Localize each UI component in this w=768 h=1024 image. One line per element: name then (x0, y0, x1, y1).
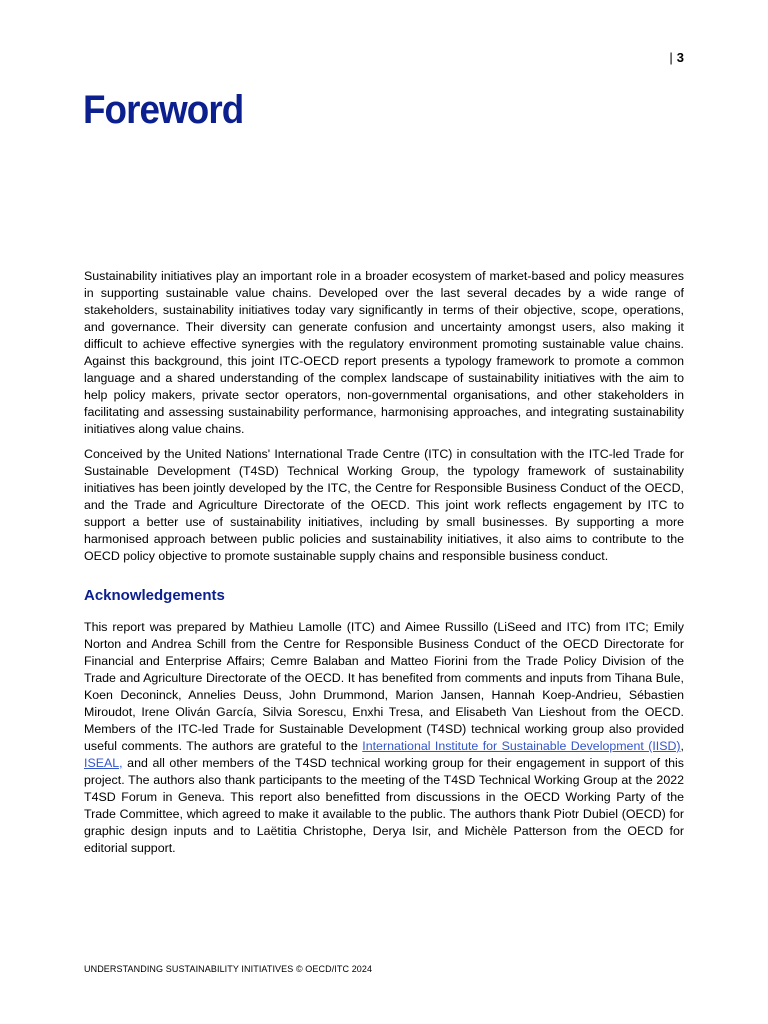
page-number (669, 50, 684, 65)
acknowledgements-heading: Acknowledgements (84, 587, 225, 604)
page-footer: UNDERSTANDING SUSTAINABILITY INITIATIVES © OECD/ITC 2024 (84, 964, 373, 974)
iisd-link[interactable]: International Institute for Sustainable Development (IISD) (362, 739, 681, 753)
acknowledgements-text-end: and all other members of the T4SD technical working group for their engagement in support of this project. The authors also thank participants to the meeting of the T4SD Technical Working Group at the 2022 T4SD Forum in Geneva. This report also benefitted from discussions in the OECD Working Party of the Trade Committee, which agreed to make it available to the public. The authors thank Piotr Dubiel (OECD) for graphic design inputs and to Laëtitia Christophe, Derya Isir, and Michèle Patterson from the OECD for editorial support. (84, 756, 684, 855)
iseal-link[interactable]: ISEAL, (84, 756, 123, 770)
acknowledgements-text-start: This report was prepared by Mathieu Lamolle (ITC) and Aimee Russillo (LiSeed and ITC) from ITC; Emily Norton and Andrea Schill from the Centre for Responsible Business Conduct of the OECD Directorate for Financial and Enterprise Affairs; Cemre Balaban and Matteo Fiorini from the Trade Policy Division of the Trade and Agriculture Directorate of the OECD. It has benefited from comments and inputs from Tihana Bule, Koen Deconinck, Annelies Deuss, John Drummond, Marion Jansen, Hannah Koep-Andrieu, Sébastien Miroudot, Irene Oliván García, Silvia Sorescu, Enxhi Tresa, and Elisabeth Van Lieshout from the OECD. Members of the ITC-led Trade for Sustainable Development (T4SD) technical working group also provided useful comments. The authors are grateful to the (84, 620, 684, 753)
link-separator: , (680, 739, 684, 753)
page-number-value: 3 (676, 50, 684, 65)
document-body (84, 268, 684, 865)
acknowledgements-paragraph (84, 619, 684, 857)
foreword-paragraph-1: Sustainability initiatives play an important role in a broader ecosystem of market-based and policy measures in supporting sustainable value chains. Developed over the last several decades by a wide range of stakeholders, sustainability initiatives today vary significantly in terms of their objective, scope, operations, and governance. Their diversity can generate confusion and uncertainty amongst users, also making it difficult to achieve effective synergies with the regulatory environment promoting sustainable value chains. Against this background, this joint ITC-OECD report presents a typology framework to promote a common language and a shared understanding of the complex landscape of sustainability initiatives with the aim to help policy makers, private sector operators, non-governmental organisations, and other stakeholders in facilitating and assessing sustainability performance, harmonising approaches, and integrating sustainability initiatives along value chains. (84, 269, 684, 436)
page-title: Foreword (83, 88, 244, 132)
foreword-paragraph-2: Conceived by the United Nations' International Trade Centre (ITC) in consultation with the ITC-led Trade for Sustainable Development (T4SD) Technical Working Group, the typology framework of sustainability initiatives has been jointly developed by the ITC, the Centre for Responsible Business Conduct of the OECD, and the Trade and Agriculture Directorate of the OECD. This joint work reflects engagement by ITC to support a better use of sustainability initiatives, including by small businesses. By supporting a more harmonised approach between public policies and sustainability initiatives, it also aims to contribute to the OECD policy objective to promote sustainable supply chains and responsible business conduct. (84, 447, 684, 563)
page-number-separator: | (669, 50, 673, 65)
